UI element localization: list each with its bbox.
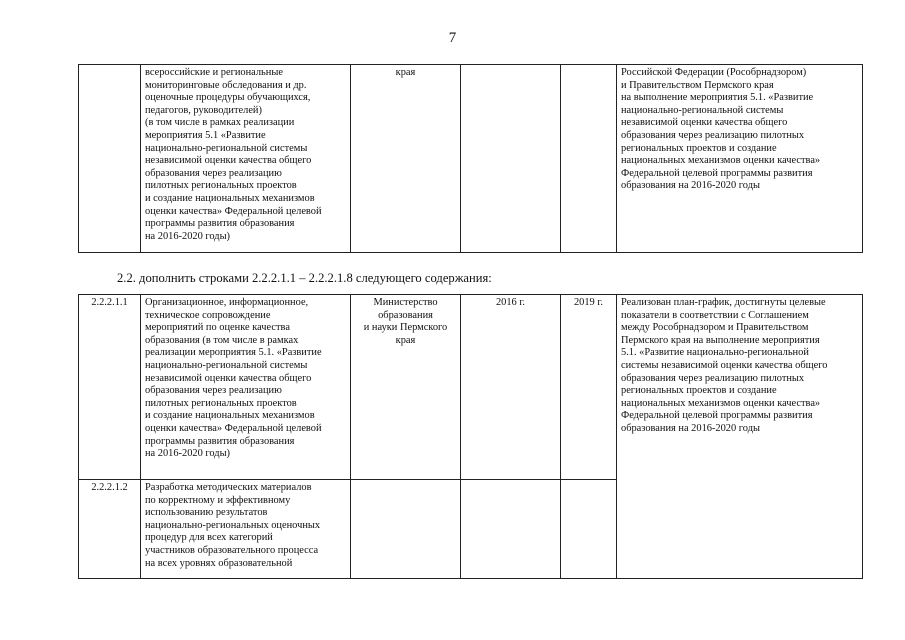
activity-cell: всероссийские и региональные мониторинговые обследования и др. оценочные процедуры обучающихся, педагогов, руководителей) (в том числе в рамках реализации мероприятия 5.1 «Развитие национально-региональной системы независимой оценки качества общего образования через реализацию пилотных региональных проектов и создание национальных механизмов оценки качества» Федеральной целевой программы развития образования на 2016-2020 годы) (141, 65, 351, 253)
result-cell-merged: Реализован план-график, достигнуты целевые показатели в соответствии с Соглашением между Рособрнадзором и Правительством Пермского края на выполнение мероприятия 5.1. «Развитие национально-региональной системы независимой оценки качества общего образования через реализацию пилотных региональных проектов и создание национальных механизмов оценки качества» Федеральной целевой программы развития образования на 2016-2020 годы (617, 295, 863, 579)
executor-cell (351, 480, 461, 579)
start-date-cell: 2016 г. (461, 295, 561, 480)
result-cell: Российской Федерации (Рособрнадзором) и Правительством Пермского края на выполнение мероприятия 5.1. «Развитие национально-региональной системы независимой оценки качества общего образования через реализацию пилотных региональных проектов и создание национальных механизмов оценки качества» Федеральной целевой программы развития образования на 2016-2020 годы (617, 65, 863, 253)
activity-cell: Разработка методических материалов по корректному и эффективному использованию результатов национально-региональных оценочных процедур для всех категорий участников образовательного процесса на всех уровнях образовательной (141, 480, 351, 579)
table-row (79, 295, 863, 480)
start-date-cell (461, 65, 561, 253)
row-number-cell: 2.2.2.1.2 (79, 480, 141, 579)
end-date-cell (561, 65, 617, 253)
activity-cell: Организационное, информационное, техническое сопровождение мероприятий по оценке качества образования (в том числе в рамках реализации мероприятия 5.1. «Развитие национально-региональной системы независимой оценки качества общего образования через реализацию пилотных региональных проектов и создание национальных механизмов оценки качества» Федеральной целевой программы развития образования на 2016-2020 годы) (141, 295, 351, 480)
end-date-cell: 2019 г. (561, 295, 617, 480)
amendment-instruction: 2.2. дополнить строками 2.2.2.1.1 – 2.2.2.1.8 следующего содержания: (117, 271, 492, 285)
executor-cell: Министерство образования и науки Пермского края (351, 295, 461, 480)
row-number-cell: 2.2.2.1.1 (79, 295, 141, 480)
start-date-cell (461, 480, 561, 579)
table-row (79, 65, 863, 253)
executor-cell: края (351, 65, 461, 253)
plan-table-new-rows (78, 294, 863, 579)
page-number: 7 (448, 30, 457, 46)
row-number-cell (79, 65, 141, 253)
plan-table-continued (78, 64, 863, 253)
end-date-cell (561, 480, 617, 579)
